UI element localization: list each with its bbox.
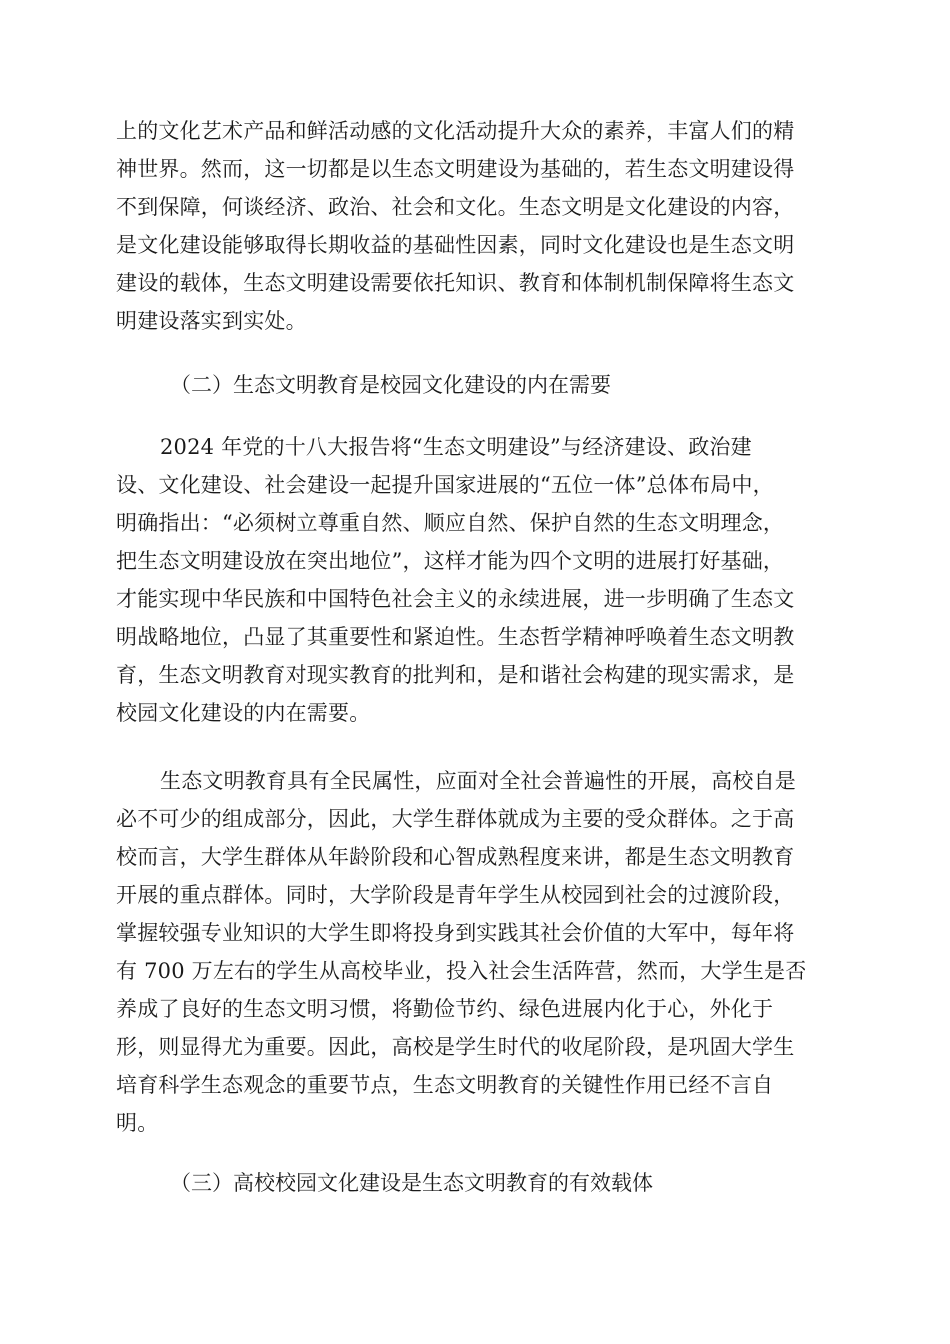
text-line: 2024 年党的十八大报告将“生态文明建设”与经济建设、政治建 — [160, 435, 752, 459]
text-line: 培育科学生态观念的重要节点，生态文明教育的关键性作用已经不言自 — [116, 1073, 774, 1097]
text-line: 开展的重点群体。同时，大学阶段是青年学生从校园到社会的过渡阶段， — [116, 883, 795, 907]
text-line: 设、文化建设、社会建设一起提升国家进展的“五位一体”总体布局中， — [116, 473, 774, 497]
section-heading-3: （三）高校校园文化建设是生态文明教育的有效载体 — [170, 1171, 653, 1195]
text-line: 校园文化建设的内在需要。 — [116, 701, 371, 725]
text-line: 才能实现中华民族和中国特色社会主义的永续进展，进一步明确了生态文 — [116, 587, 795, 611]
text-line: 明建设落实到实处。 — [116, 309, 307, 333]
paragraph-3 — [116, 762, 834, 1142]
text-line: 掌握较强专业知识的大学生即将投身到实践其社会价值的大军中，每年将 — [116, 921, 795, 945]
text-line: 神世界。然而，这一切都是以生态文明建设为基础的，若生态文明建设得 — [116, 157, 795, 181]
text-line: 把生态文明建设放在突出地位”，这样才能为四个文明的进展打好基础， — [116, 549, 785, 573]
text-line: 必不可少的组成部分，因此，大学生群体就成为主要的受众群体。之于高 — [116, 807, 795, 831]
text-line: 生态文明教育具有全民属性，应面对全社会普遍性的开展，高校自是 — [160, 769, 796, 793]
text-line: 养成了良好的生态文明习惯，将勤俭节约、绿色进展内化于心，外化于 — [116, 997, 774, 1021]
text-line: 明战略地位，凸显了其重要性和紧迫性。生态哲学精神呼唤着生态文明教 — [116, 625, 795, 649]
text-line: 形，则显得尤为重要。因此，高校是学生时代的收尾阶段，是巩固大学生 — [116, 1035, 795, 1059]
text-line: 明确指出：“必须树立尊重自然、顺应自然、保护自然的生态文明理念， — [116, 511, 785, 535]
text-line: 校而言，大学生群体从年龄阶段和心智成熟程度来讲，都是生态文明教育 — [116, 845, 795, 869]
text-line: 建设的载体，生态文明建设需要依托知识、教育和体制机制保障将生态文 — [116, 271, 795, 295]
text-line: 是文化建设能够取得长期收益的基础性因素，同时文化建设也是生态文明 — [116, 233, 795, 257]
text-line: 有 700 万左右的学生从高校毕业，投入社会生活阵营，然而，大学生是否 — [116, 959, 807, 983]
paragraph-1 — [116, 112, 834, 340]
text-line: 不到保障，何谈经济、政治、社会和文化。生态文明是文化建设的内容， — [116, 195, 795, 219]
document-page — [116, 112, 834, 1202]
text-line: 明。 — [116, 1111, 159, 1135]
text-line: 上的文化艺术产品和鲜活动感的文化活动提升大众的素养，丰富人们的精 — [116, 119, 795, 143]
section-heading-2: （二）生态文明教育是校园文化建设的内在需要 — [170, 373, 611, 397]
text-line: 育，生态文明教育对现实教育的批判和，是和谐社会构建的现实需求，是 — [116, 663, 795, 687]
paragraph-2 — [116, 428, 834, 732]
